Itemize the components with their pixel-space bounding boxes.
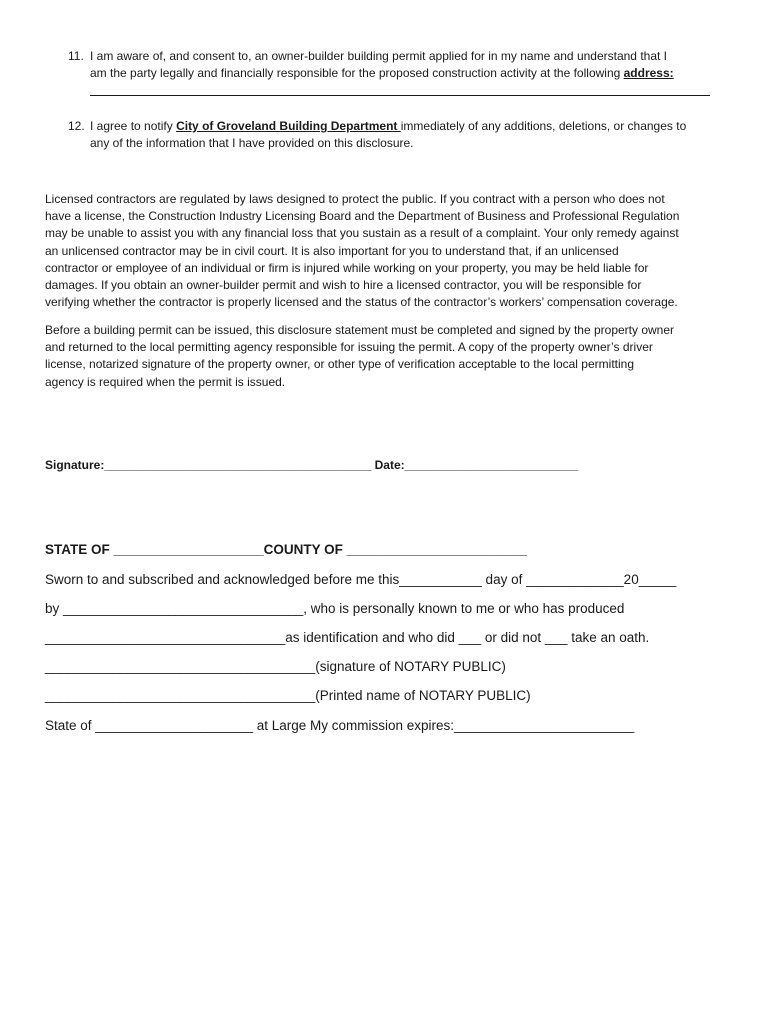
paragraph-line: Licensed contractors are regulated by laws designed to protect the public. If you contract with a person who does not [45,192,665,206]
address-label: address: [623,66,674,81]
commission-expires-line[interactable]: State of _____________________ at Large My commission expires:________________________ [45,718,635,733]
notary-printed-name-line[interactable]: ____________________________________(Printed name of NOTARY PUBLIC) [45,688,531,703]
paragraph-line: Before a building permit can be issued, this disclosure statement must be completed and signed by the property owner [45,323,675,337]
paragraph-line: agency is required when the permit is issued. [45,374,286,389]
signature-date-line[interactable]: Signature:________________________________________ Date:__________________________ [45,458,579,472]
notary-signature-line[interactable]: ____________________________________(signature of NOTARY PUBLIC) [45,659,506,674]
item-11-line-2-text: am the party legally and financially responsible for the proposed construction activity at the following [90,66,624,81]
disclosure-item-11 [68,48,718,96]
department-name: City of Groveland Building Department [176,119,401,133]
paragraph-line: may be unable to assist you with any financial loss that you sustain as a result of a complaint. Your only remedy against [45,226,679,241]
item-number: 12. [68,119,85,133]
identification-line[interactable]: ________________________________as identification and who did ___ or did not ___ take an oath. [45,630,650,645]
licensing-paragraph [45,191,735,311]
paragraph-line: contractor or employee of an individual or firm is injured while working on your property, you may be held liable for [45,260,649,275]
paragraph-line: an unlicensed contractor may be in civil court. It is also important for you to understand that, if an unlicensed [45,243,619,258]
paragraph-line: have a license, the Construction Industry Licensing Board and the Department of Business and Professional Regulation [45,209,680,224]
personally-known-line[interactable]: by ________________________________, who is personally known to me or who has produced [45,601,625,616]
item-11-line-1: I am aware of, and consent to, an owner-builder building permit applied for in my name and understand that I [90,49,668,63]
paragraph-line: damages. If you obtain an owner-builder permit and wish to hire a licensed contractor, you will be responsible for [45,278,642,293]
sworn-line[interactable]: Sworn to and subscribed and acknowledged before me this___________ day of _____________20_____ [45,572,677,587]
paragraph-line: and returned to the local permitting agency responsible for issuing the permit. A copy of the property owner’s driver [45,340,653,355]
paragraph-line: verifying whether the contractor is properly licensed and the status of the contractor’s workers’ compensation coverage. [45,295,678,310]
permit-paragraph [45,322,735,391]
paragraph-line: license, notarized signature of the property owner, or other type of verification acceptable to the local permitting [45,357,634,372]
item-12-line-1 [90,118,718,135]
item-number: 11. [68,49,84,63]
disclosure-item-12 [68,118,718,152]
state-county-line[interactable]: STATE OF ____________________COUNTY OF ________________________ [45,542,527,557]
item-11-line-2 [90,65,718,82]
address-line[interactable] [90,83,710,96]
item-12-post: immediately of any additions, deletions, or changes to [400,119,687,133]
item-12-line-2: any of the information that I have provided on this disclosure. [90,136,414,151]
item-12-pre: I agree to notify [90,119,177,133]
